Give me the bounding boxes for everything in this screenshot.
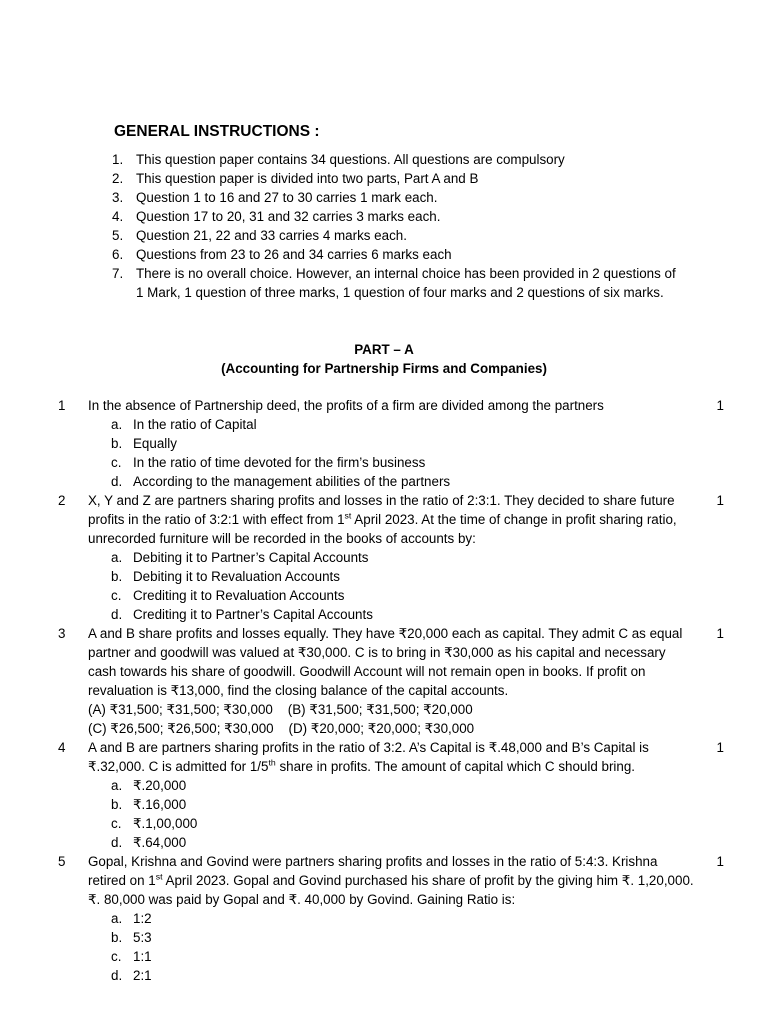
option xyxy=(0,795,768,814)
question-marks: 1 xyxy=(716,493,724,508)
option-letter: c. xyxy=(111,816,122,831)
instruction-text: Question 1 to 16 and 27 to 30 carries 1 mark each. xyxy=(136,190,438,205)
option-letter: c. xyxy=(111,949,122,964)
option-text: 5:3 xyxy=(133,930,152,945)
instruction-number: 6. xyxy=(112,247,124,262)
option-line: (A) ₹31,500; ₹31,500; ₹30,000 (B) ₹31,500; ₹31,500; ₹20,000 xyxy=(88,702,473,717)
option xyxy=(0,586,768,605)
option-letter: d. xyxy=(111,607,123,622)
instruction-text: There is no overall choice. However, an internal choice has been provided in 2 questions of 1 Mark, 1 question of three marks, 1 question of four marks and 2 questions of six marks. xyxy=(136,266,676,300)
question-2 xyxy=(0,491,768,624)
option-text: 2:1 xyxy=(133,968,152,983)
question-4 xyxy=(0,738,768,852)
option-text: 1:2 xyxy=(133,911,152,926)
option-text: 1:1 xyxy=(133,949,152,964)
option-letter: a. xyxy=(111,417,123,432)
instruction-item xyxy=(112,207,682,226)
question-text-part: Gopal, Krishna and Govind were partners sharing profits and losses in the ratio of 5:4:3. Krishna retired on 1 xyxy=(88,854,658,888)
question-text-part: April 2023. Gopal and Govind purchased his share of profit by the giving him ₹. 1,20,000. ₹. 80,000 was paid by Gopal and ₹. 40,000 by Govind. Gaining Ratio is: xyxy=(88,873,694,907)
option-letter: a. xyxy=(111,550,123,565)
question-number: 3 xyxy=(58,626,66,641)
option-text: Crediting it to Partner’s Capital Accounts xyxy=(133,607,373,622)
question-number: 4 xyxy=(58,740,66,755)
question-text: In the absence of Partnership deed, the profits of a firm are divided among the partners xyxy=(88,398,604,413)
instruction-number: 1. xyxy=(112,152,124,167)
instruction-item xyxy=(112,226,682,245)
option-letter: b. xyxy=(111,569,123,584)
option-letter: b. xyxy=(111,930,123,945)
general-instructions-title: GENERAL INSTRUCTIONS : xyxy=(114,123,320,140)
option-text: ₹.64,000 xyxy=(133,835,187,850)
question-text-part: A and B are partners sharing profits in the ratio of 3:2. A’s Capital is ₹.48,000 and B’s Capital is ₹.32,000. C is admitted for 1/5 xyxy=(88,740,649,774)
question-marks: 1 xyxy=(716,626,724,641)
question-marks: 1 xyxy=(716,740,724,755)
instruction-number: 2. xyxy=(112,171,124,186)
instruction-text: Question 21, 22 and 33 carries 4 marks each. xyxy=(136,228,407,243)
question-text-part: share in profits. The amount of capital which C should bring. xyxy=(275,759,635,774)
question-number: 2 xyxy=(58,493,66,508)
option-letter: a. xyxy=(111,911,123,926)
instruction-text: This question paper is divided into two parts, Part A and B xyxy=(136,171,479,186)
option-text: ₹.1,00,000 xyxy=(133,816,198,831)
option xyxy=(0,548,768,567)
option xyxy=(0,776,768,795)
ordinal-suffix: st xyxy=(155,871,163,882)
option xyxy=(0,814,768,833)
option-letter: a. xyxy=(111,778,123,793)
option-text: Equally xyxy=(133,436,177,451)
instruction-text: This question paper contains 34 questions. All questions are compulsory xyxy=(136,152,565,167)
question-5 xyxy=(0,852,768,985)
question-text xyxy=(88,852,694,909)
option xyxy=(0,966,768,985)
question-text-part: April 2023. At the time of change in profit sharing ratio, unrecorded furniture will be recorded in the books of accounts by: xyxy=(88,512,677,546)
option-letter: b. xyxy=(111,436,123,451)
instruction-number: 5. xyxy=(112,228,124,243)
instruction-item xyxy=(112,150,682,169)
option-letter: d. xyxy=(111,968,123,983)
part-heading: PART – A xyxy=(354,342,414,357)
option-letter: c. xyxy=(111,455,122,470)
option-text: ₹.16,000 xyxy=(133,797,187,812)
instruction-number: 4. xyxy=(112,209,124,224)
option xyxy=(0,434,768,453)
option-text: Crediting it to Revaluation Accounts xyxy=(133,588,345,603)
option xyxy=(0,605,768,624)
question-text-part: X, Y and Z are partners sharing profits and losses in the ratio of 2:3:1. They decided to share future profits in the ratio of 3:2:1 with effect from 1 xyxy=(88,493,675,527)
option-line: (C) ₹26,500; ₹26,500; ₹30,000 (D) ₹20,000; ₹20,000; ₹30,000 xyxy=(88,721,475,736)
instruction-text: Questions from 23 to 26 and 34 carries 6 marks each xyxy=(136,247,452,262)
option-text: Debiting it to Partner’s Capital Accounts xyxy=(133,550,369,565)
option xyxy=(0,909,768,928)
instruction-item xyxy=(112,245,682,264)
option-letter: b. xyxy=(111,797,123,812)
instruction-number: 7. xyxy=(112,266,124,281)
question-text xyxy=(88,738,694,776)
option-text: Debiting it to Revaluation Accounts xyxy=(133,569,340,584)
option xyxy=(0,833,768,852)
instruction-number: 3. xyxy=(112,190,124,205)
question-number: 1 xyxy=(58,398,66,413)
question-list xyxy=(0,396,768,985)
ordinal-suffix: th xyxy=(268,757,276,768)
part-subheading: (Accounting for Partnership Firms and Companies) xyxy=(221,361,547,376)
instruction-item xyxy=(112,264,682,302)
option-letter: c. xyxy=(111,588,122,603)
option xyxy=(0,453,768,472)
instruction-item xyxy=(112,169,682,188)
option-text: According to the management abilities of the partners xyxy=(133,474,451,489)
option xyxy=(0,567,768,586)
question-marks: 1 xyxy=(716,398,724,413)
option xyxy=(0,415,768,434)
option-text: In the ratio of Capital xyxy=(133,417,257,432)
part-header xyxy=(0,340,768,378)
question-3 xyxy=(0,624,768,738)
general-instructions-list xyxy=(112,150,682,302)
option-text: In the ratio of time devoted for the firm’s business xyxy=(133,455,426,470)
option xyxy=(0,928,768,947)
instruction-text: Question 17 to 20, 31 and 32 carries 3 marks each. xyxy=(136,209,441,224)
option xyxy=(0,472,768,491)
option-text: ₹.20,000 xyxy=(133,778,187,793)
question-text xyxy=(88,491,694,548)
option xyxy=(0,947,768,966)
question-1 xyxy=(0,396,768,491)
option-letter: d. xyxy=(111,474,123,489)
option-letter: d. xyxy=(111,835,123,850)
question-text: A and B share profits and losses equally. They have ₹20,000 each as capital. They admit C as equal partner and goodwill was valued at ₹30,000. C is to bring in ₹30,000 as his capital and necessary cash towards his share of goodwill. Goodwill Account will not remain open in books. If profit on revaluation is ₹13,000, find the closing balance of the capital accounts. xyxy=(88,626,683,698)
question-number: 5 xyxy=(58,854,66,869)
ordinal-suffix: st xyxy=(344,510,352,521)
question-marks: 1 xyxy=(716,854,724,869)
instruction-item xyxy=(112,188,682,207)
